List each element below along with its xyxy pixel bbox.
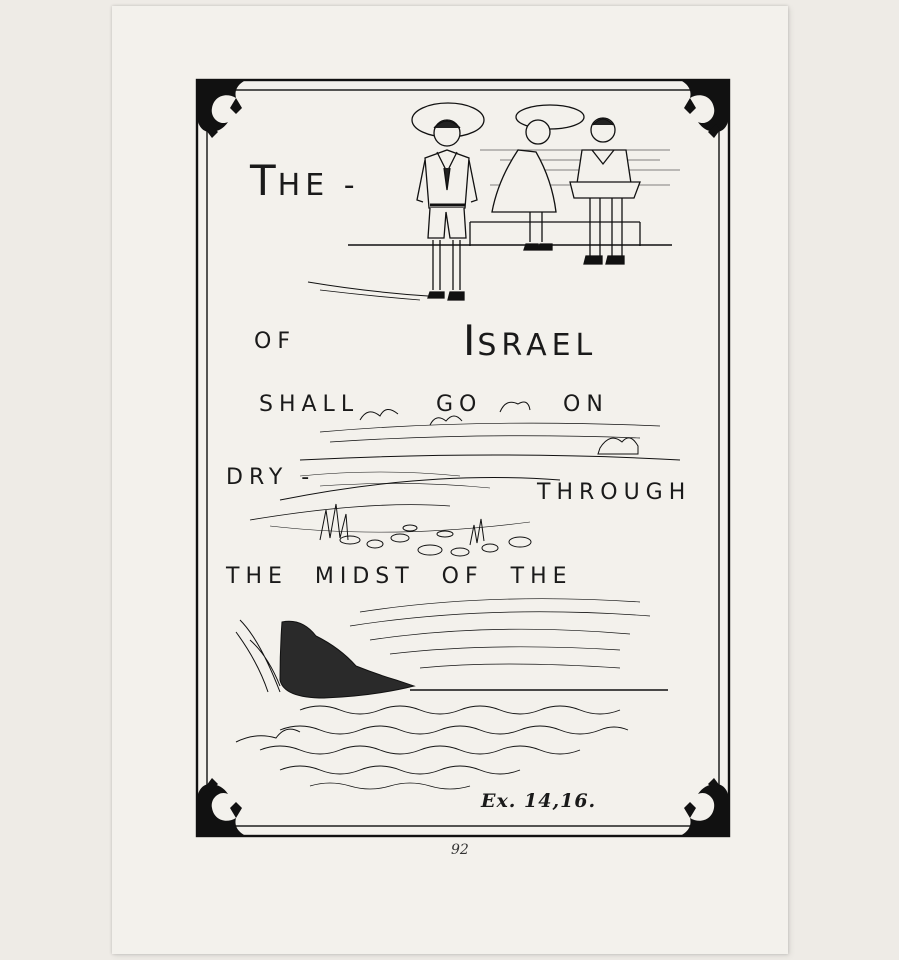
- corner-ornament-icon: [680, 80, 728, 138]
- word-go: GO: [436, 392, 483, 417]
- word-the-rest: HE -: [277, 168, 360, 203]
- word-shall: SHALL: [259, 392, 360, 417]
- line-the: [250, 156, 360, 205]
- word-through: THROUGH: [537, 480, 692, 505]
- scripture-reference: Ex. 14,16.: [481, 790, 597, 812]
- corner-ornament-icon: [680, 778, 728, 836]
- line-israel: [463, 316, 598, 365]
- sea-illustration: [236, 599, 668, 789]
- word-dry: DRY -: [226, 465, 316, 490]
- drop-cap-i: I: [463, 316, 478, 365]
- page-number: 92: [451, 842, 469, 858]
- drop-cap-t: T: [250, 156, 278, 205]
- corner-ornament-icon: [198, 778, 246, 836]
- line-the-midst-of-the: THE MIDST OF THE: [226, 564, 573, 589]
- word-of: OF: [254, 329, 296, 354]
- children-illustration: [308, 103, 680, 300]
- word-israel-rest: SRAEL: [477, 328, 598, 363]
- corner-ornament-icon: [198, 80, 246, 138]
- word-on: ON: [563, 392, 609, 417]
